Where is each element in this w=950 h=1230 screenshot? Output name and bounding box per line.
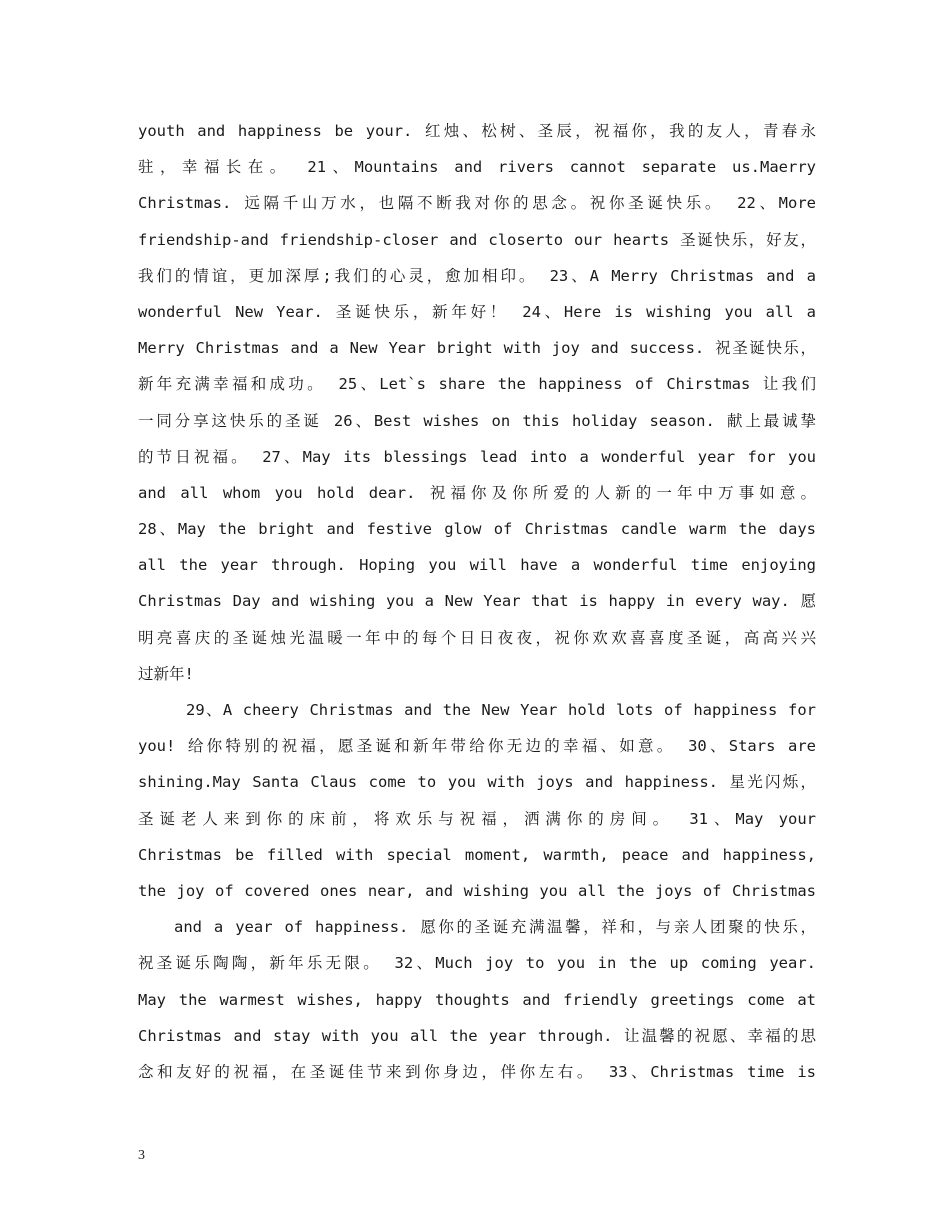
- text-line: 祝圣诞乐陶陶，新年乐无限。 32、Much joy to you in the up coming year.: [138, 954, 816, 973]
- text-line: 新年充满幸福和成功。 25、Let`s share the happiness of Chirstmas 让我们: [138, 375, 816, 394]
- text-line: all the year through. Hoping you will have a wonderful time enjoying: [138, 556, 816, 575]
- text-line: Christmas. 远隔千山万水，也隔不断我对你的思念。祝你圣诞快乐。 22、More: [138, 194, 816, 213]
- text-line: 的节日祝福。 27、May its blessings lead into a wonderful year for you: [138, 447, 816, 466]
- text-line: and all whom you hold dear. 祝福你及你所爱的人新的一年中万事如意。: [138, 483, 816, 502]
- text-line: Christmas Day and wishing you a New Year that is happy in every way. 愿: [138, 592, 816, 611]
- page-number: 3: [138, 1148, 145, 1163]
- text-line: 驻，幸福长在。 21、Mountains and rivers cannot separate us.Maerry: [138, 158, 816, 177]
- text-line: 一同分享这快乐的圣诞 26、Best wishes on this holiday season. 献上最诚挚: [138, 411, 816, 430]
- text-line: the joy of covered ones near, and wishing you all the joys of Christmas: [138, 881, 816, 900]
- text-line: youth and happiness be your. 红烛、松树、圣辰，祝福你，我的友人，青春永: [138, 122, 816, 140]
- text-line: shining.May Santa Claus come to you with joys and happiness. 星光闪烁，: [138, 773, 816, 792]
- text-line: Christmas be filled with special moment, warmth, peace and happiness,: [138, 845, 816, 864]
- text-line: 圣诞老人来到你的床前，将欢乐与祝福，洒满你的房间。 31、May your: [138, 809, 816, 828]
- text-line: 我们的情谊，更加深厚;我们的心灵，愈加相印。 23、A Merry Christmas and a: [138, 266, 816, 285]
- text-line: 明亮喜庆的圣诞烛光温暖一年中的每个日日夜夜，祝你欢欢喜喜度圣诞，高高兴兴: [138, 628, 816, 647]
- text-line: 过新年!: [138, 664, 194, 683]
- text-line: wonderful New Year. 圣诞快乐，新年好！ 24、Here is wishing you all a: [138, 302, 816, 321]
- text-line: 念和友好的祝福，在圣诞佳节来到你身边，伴你左右。 33、Christmas time is: [138, 1062, 816, 1081]
- text-line: friendship-and friendship-closer and closerto our hearts 圣诞快乐，好友，: [138, 230, 816, 249]
- text-line: and a year of happiness. 愿你的圣诞充满温馨，祥和，与亲人团聚的快乐，: [174, 918, 816, 937]
- text-line: Christmas and stay with you all the year through. 让温馨的祝愿、幸福的思: [138, 1026, 816, 1045]
- text-line: you! 给你特别的祝福，愿圣诞和新年带给你无边的幸福、如意。 30、Stars are: [138, 737, 816, 756]
- text-line: Merry Christmas and a New Year bright with joy and success. 祝圣诞快乐，: [138, 339, 816, 358]
- text-line: 29、A cheery Christmas and the New Year hold lots of happiness for: [186, 701, 816, 719]
- text-line: 28、May the bright and festive glow of Christmas candle warm the days: [138, 520, 816, 539]
- text-line: May the warmest wishes, happy thoughts and friendly greetings come at: [138, 990, 816, 1009]
- body-text: [138, 113, 816, 1090]
